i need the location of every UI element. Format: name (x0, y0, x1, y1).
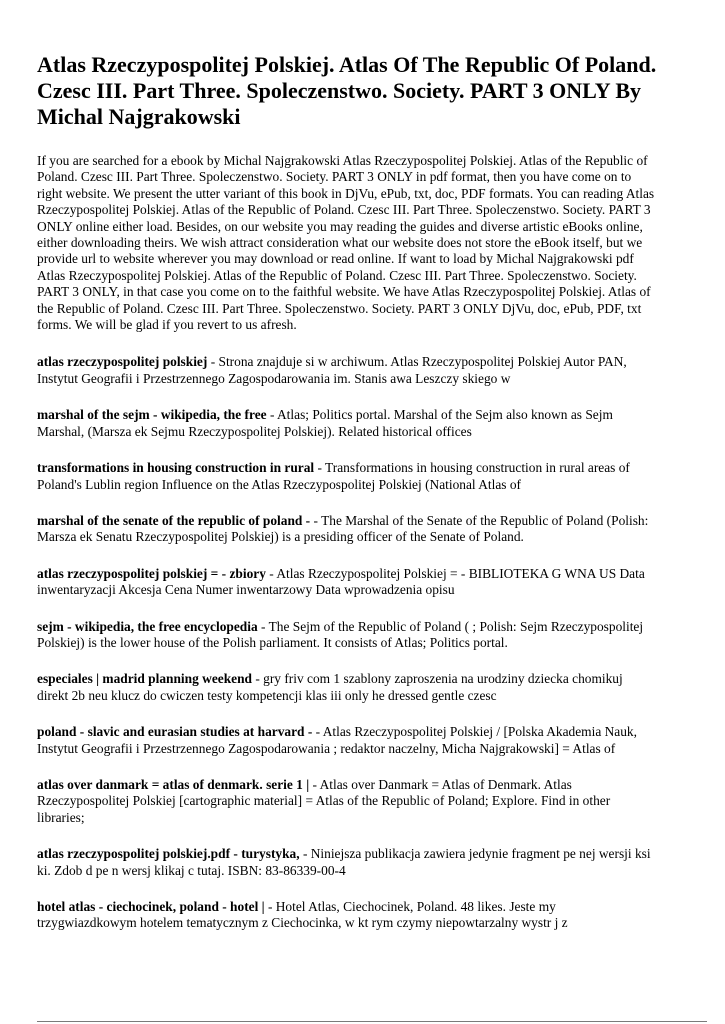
entry-text: - Transformations in housing construction in rural areas of Poland's Lublin region Influence on the Atlas Rzeczypospolitej Polskiej (National Atlas of (37, 460, 630, 492)
list-item (37, 354, 657, 387)
list-item (37, 899, 657, 932)
entry-text: - Atlas over Danmark = Atlas of Denmark. Atlas Rzeczypospolitej Polskiej [cartographic material] = Atlas of the Republic of Poland; Explore. Find in other libraries; (37, 776, 611, 825)
intro-paragraph: If you are searched for a ebook by Michal Najgrakowski Atlas Rzeczypospolitej Polskiej. Atlas of the Republic of Poland. Czesc III. Part Three. Spoleczenstwo. Society. PART 3 ONLY in pdf format, then you have come on to right website. We present the utter variant of this book in DjVu, ePub, txt, doc, PDF formats. You can reading Atlas Rzeczypospolitej Polskiej. Atlas of the Republic of Poland. Czesc III. Part Three. Spoleczenstwo. Society. PART 3 ONLY online either load. Besides, on our website you may reading the guides and diverse artistic eBooks online, either downloading theirs. We wish attract consideration what our website does not store the eBook itself, but we provide url to website wherever you may download or read online. If want to load by Michal Najgrakowski pdf Atlas Rzeczypospolitej Polskiej. Atlas of the Republic of Poland. Czesc III. Part Three. Spoleczenstwo. Society. PART 3 ONLY, in that case you come on to the faithful website. We have Atlas Rzeczypospolitej Polskiej. Atlas of the Republic of Poland. Czesc III. Part Three. Spoleczenstwo. Society. PART 3 ONLY DjVu, doc, ePub, PDF, txt forms. We will be glad if you revert to us afresh. (37, 153, 655, 333)
entry-title: transformations in housing construction in rural (37, 460, 315, 476)
list-item (37, 566, 657, 599)
entry-title: atlas rzeczypospolitej polskiej = - zbiory (37, 565, 266, 581)
entry-title: atlas rzeczypospolitej polskiej (37, 354, 208, 370)
list-item (37, 777, 657, 826)
list-item (37, 724, 657, 757)
entry-title: atlas rzeczypospolitej polskiej.pdf - turystyka, (37, 846, 300, 862)
result-list (37, 354, 657, 931)
entry-title: marshal of the senate of the republic of poland - (37, 512, 311, 528)
list-item (37, 671, 657, 704)
entry-text: - Atlas Rzeczypospolitej Polskiej / [Polska Akademia Nauk, Instytut Geografii i Przestrzennego Zagospodarowania ; redaktor naczelny, Micha Najgrakowski] = Atlas of (37, 724, 637, 756)
entry-title: sejm - wikipedia, the free encyclopedia (37, 618, 258, 634)
entry-text: - Strona znajduje si w archiwum. Atlas Rzeczypospolitej Polskiej Autor PAN, Instytut Geografii i Przestrzennego Zagospodarowania im. Stanis awa Leszczy skiego w (37, 354, 627, 386)
entry-title: hotel atlas - ciechocinek, poland - hotel | (37, 899, 265, 914)
list-item (37, 846, 657, 879)
entry-text: - Hotel Atlas, Ciechocinek, Poland. 48 likes. Jeste my trzygwiazdkowym hotelem tematycznym z Ciechocinka, w kt rym czymy niepowtarzalny wystr j z (37, 899, 568, 931)
entry-text: - Atlas Rzeczypospolitej Polskiej = - BIBLIOTEKA G WNA US Data inwentaryzacji Akcesja Cena Numer inwentarzowy Data wprowadzenia opisu (37, 565, 645, 598)
list-item (37, 619, 657, 652)
entry-text: - Atlas; Politics portal. Marshal of the Sejm also known as Sejm Marshal, (Marsza ek Sejmu Rzeczypospolitej Polskiej). Related historical offices (37, 407, 613, 439)
list-item (37, 407, 657, 440)
entry-title: poland - slavic and eurasian studies at harvard - (37, 724, 313, 740)
page-title: Atlas Rzeczypospolitej Polskiej. Atlas Of The Republic Of Poland. Czesc III. Part Three. Spoleczenstwo. Society. PART 3 ONLY By Michal Najgrakowski (37, 52, 657, 129)
entry-text: - gry friv com 1 szablony zaproszenia na urodziny dziecka chomikuj direkt 2b neu klucz do cwiczen testy kompetencji klas iii only he dressed gentle czesc (37, 671, 623, 703)
entry-title: marshal of the sejm - wikipedia, the free (37, 407, 267, 423)
entry-title: atlas over danmark = atlas of denmark. serie 1 | (37, 776, 310, 792)
entry-title: especiales | madrid planning weekend (37, 671, 252, 687)
list-item (37, 460, 657, 493)
document-page (37, 52, 657, 952)
entry-text: - The Sejm of the Republic of Poland ( ; Polish: Sejm Rzeczypospolitej Polskiej) is the lower house of the Polish parliament. It consists of Atlas; Politics portal. (37, 618, 644, 650)
entry-text: - The Marshal of the Senate of the Republic of Poland (Polish: Marsza ek Senatu Rzeczypospolitej Polskiej) is a presiding officer of the Senate of Poland. (37, 512, 649, 545)
footer-divider (37, 1021, 707, 1022)
entry-text: - Niniejsza publikacja zawiera jedynie fragment pe nej wersji ksi ki. Zdob d pe n wersj klikaj c tutaj. ISBN: 83-86339-00-4 (37, 846, 651, 878)
list-item (37, 513, 657, 546)
